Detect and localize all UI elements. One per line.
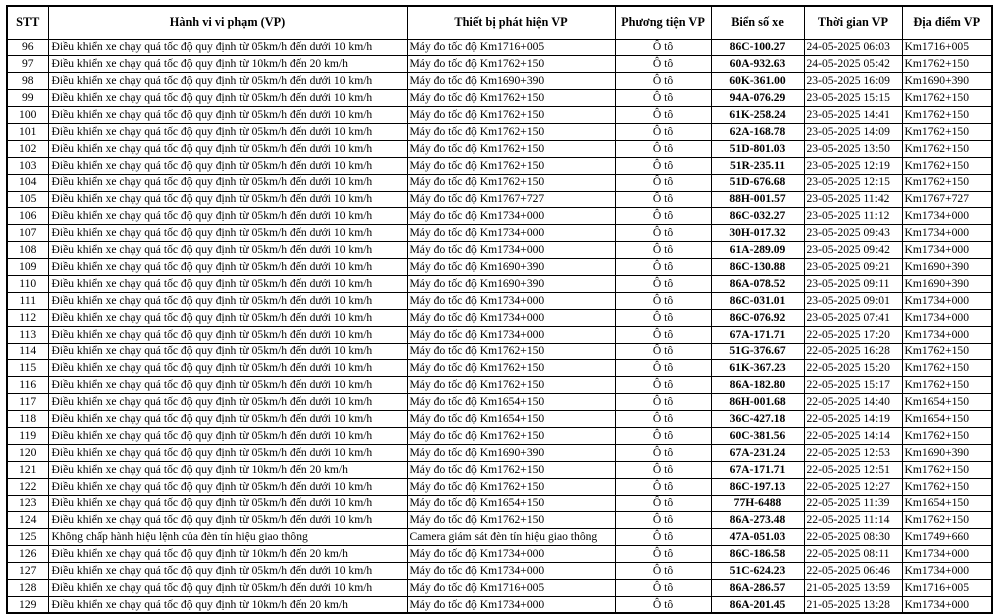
stt-cell: 101: [7, 123, 48, 140]
vehicle-cell: Ô tô: [615, 292, 711, 309]
behavior-cell: Điều khiển xe chạy quá tốc độ quy định từ 05km/h đến dưới 10 km/h: [48, 123, 407, 140]
plate-cell: 47A-051.03: [711, 529, 804, 546]
vehicle-cell: Ô tô: [615, 140, 711, 157]
device-cell: Máy đo tốc độ Km1762+150: [407, 56, 615, 73]
stt-cell: 112: [7, 309, 48, 326]
stt-cell: 125: [7, 529, 48, 546]
vehicle-cell: Ô tô: [615, 174, 711, 191]
device-cell: Máy đo tốc độ Km1690+390: [407, 275, 615, 292]
time-cell: 22-05-2025 12:27: [804, 478, 902, 495]
location-cell: Km1767+727: [902, 191, 992, 208]
time-cell: 24-05-2025 05:42: [804, 56, 902, 73]
behavior-cell: Điều khiển xe chạy quá tốc độ quy định từ 05km/h đến dưới 10 km/h: [48, 39, 407, 56]
location-cell: Km1762+150: [902, 174, 992, 191]
stt-cell: 107: [7, 225, 48, 242]
location-cell: Km1762+150: [902, 140, 992, 157]
time-cell: 23-05-2025 14:09: [804, 123, 902, 140]
stt-cell: 122: [7, 478, 48, 495]
stt-cell: 119: [7, 427, 48, 444]
behavior-cell: Điều khiển xe chạy quá tốc độ quy định từ 05km/h đến dưới 10 km/h: [48, 478, 407, 495]
vehicle-cell: Ô tô: [615, 39, 711, 56]
vehicle-cell: Ô tô: [615, 596, 711, 613]
behavior-cell: Điều khiển xe chạy quá tốc độ quy định từ 05km/h đến dưới 10 km/h: [48, 191, 407, 208]
table-row: [7, 495, 992, 512]
location-cell: Km1734+000: [902, 546, 992, 563]
vehicle-cell: Ô tô: [615, 73, 711, 90]
time-cell: 22-05-2025 17:20: [804, 326, 902, 343]
plate-cell: 61A-289.09: [711, 242, 804, 259]
location-cell: Km1734+000: [902, 208, 992, 225]
vehicle-cell: Ô tô: [615, 259, 711, 276]
plate-cell: 36C-427.18: [711, 411, 804, 428]
table-row: [7, 360, 992, 377]
stt-cell: 103: [7, 157, 48, 174]
stt-cell: 98: [7, 73, 48, 90]
vehicle-cell: Ô tô: [615, 208, 711, 225]
location-cell: Km1762+150: [902, 56, 992, 73]
time-cell: 21-05-2025 13:59: [804, 580, 902, 597]
device-cell: Máy đo tốc độ Km1654+150: [407, 394, 615, 411]
table-row: [7, 123, 992, 140]
vehicle-cell: Ô tô: [615, 427, 711, 444]
vehicle-cell: Ô tô: [615, 107, 711, 124]
table-row: [7, 343, 992, 360]
device-cell: Máy đo tốc độ Km1762+150: [407, 140, 615, 157]
device-cell: Máy đo tốc độ Km1762+150: [407, 427, 615, 444]
stt-cell: 129: [7, 596, 48, 613]
location-cell: Km1762+150: [902, 90, 992, 107]
time-cell: 23-05-2025 09:21: [804, 259, 902, 276]
time-cell: 22-05-2025 16:28: [804, 343, 902, 360]
time-cell: 23-05-2025 15:15: [804, 90, 902, 107]
table-row: [7, 157, 992, 174]
location-cell: Km1734+000: [902, 563, 992, 580]
table-row: [7, 191, 992, 208]
table-row: [7, 225, 992, 242]
table-row: [7, 580, 992, 597]
stt-cell: 111: [7, 292, 48, 309]
table-row: [7, 411, 992, 428]
stt-cell: 116: [7, 377, 48, 394]
vehicle-cell: Ô tô: [615, 275, 711, 292]
device-cell: Máy đo tốc độ Km1734+000: [407, 596, 615, 613]
stt-cell: 120: [7, 444, 48, 461]
time-cell: 22-05-2025 11:14: [804, 512, 902, 529]
behavior-cell: Điều khiển xe chạy quá tốc độ quy định từ 10km/h đến 20 km/h: [48, 56, 407, 73]
behavior-cell: Điều khiển xe chạy quá tốc độ quy định từ 05km/h đến dưới 10 km/h: [48, 343, 407, 360]
location-cell: Km1734+000: [902, 309, 992, 326]
time-cell: 23-05-2025 09:11: [804, 275, 902, 292]
stt-cell: 100: [7, 107, 48, 124]
vehicle-cell: Ô tô: [615, 343, 711, 360]
behavior-cell: Điều khiển xe chạy quá tốc độ quy định từ 05km/h đến dưới 10 km/h: [48, 394, 407, 411]
device-cell: Máy đo tốc độ Km1762+150: [407, 377, 615, 394]
column-header-time: Thời gian VP: [804, 6, 902, 39]
time-cell: 23-05-2025 07:41: [804, 309, 902, 326]
behavior-cell: Điều khiển xe chạy quá tốc độ quy định từ 10km/h đến 20 km/h: [48, 461, 407, 478]
stt-cell: 124: [7, 512, 48, 529]
vehicle-cell: Ô tô: [615, 461, 711, 478]
stt-cell: 121: [7, 461, 48, 478]
table-row: [7, 563, 992, 580]
plate-cell: 67A-231.24: [711, 444, 804, 461]
location-cell: Km1734+000: [902, 225, 992, 242]
vehicle-cell: Ô tô: [615, 123, 711, 140]
vehicle-cell: Ô tô: [615, 242, 711, 259]
plate-cell: 86C-197.13: [711, 478, 804, 495]
location-cell: Km1654+150: [902, 495, 992, 512]
device-cell: Máy đo tốc độ Km1654+150: [407, 495, 615, 512]
table-row: [7, 73, 992, 90]
location-cell: Km1734+000: [902, 326, 992, 343]
behavior-cell: Điều khiển xe chạy quá tốc độ quy định từ 05km/h đến dưới 10 km/h: [48, 580, 407, 597]
vehicle-cell: Ô tô: [615, 495, 711, 512]
behavior-cell: Điều khiển xe chạy quá tốc độ quy định từ 05km/h đến dưới 10 km/h: [48, 174, 407, 191]
device-cell: Máy đo tốc độ Km1734+000: [407, 242, 615, 259]
time-cell: 22-05-2025 15:17: [804, 377, 902, 394]
location-cell: Km1762+150: [902, 427, 992, 444]
stt-cell: 106: [7, 208, 48, 225]
behavior-cell: Điều khiển xe chạy quá tốc độ quy định từ 05km/h đến dưới 10 km/h: [48, 90, 407, 107]
behavior-cell: Điều khiển xe chạy quá tốc độ quy định từ 05km/h đến dưới 10 km/h: [48, 292, 407, 309]
time-cell: 23-05-2025 11:42: [804, 191, 902, 208]
plate-cell: 61K-258.24: [711, 107, 804, 124]
location-cell: Km1690+390: [902, 73, 992, 90]
vehicle-cell: Ô tô: [615, 157, 711, 174]
behavior-cell: Điều khiển xe chạy quá tốc độ quy định từ 05km/h đến dưới 10 km/h: [48, 107, 407, 124]
behavior-cell: Không chấp hành hiệu lệnh của đèn tín hiệu giao thông: [48, 529, 407, 546]
table-row: [7, 56, 992, 73]
behavior-cell: Điều khiển xe chạy quá tốc độ quy định từ 05km/h đến dưới 10 km/h: [48, 140, 407, 157]
table-row: [7, 309, 992, 326]
column-header-location: Địa điểm VP: [902, 6, 992, 39]
plate-cell: 86C-031.01: [711, 292, 804, 309]
stt-cell: 108: [7, 242, 48, 259]
location-cell: Km1762+150: [902, 478, 992, 495]
behavior-cell: Điều khiển xe chạy quá tốc độ quy định từ 10km/h đến 20 km/h: [48, 546, 407, 563]
plate-cell: 86C-076.92: [711, 309, 804, 326]
plate-cell: 94A-076.29: [711, 90, 804, 107]
plate-cell: 30H-017.32: [711, 225, 804, 242]
time-cell: 22-05-2025 15:20: [804, 360, 902, 377]
table-row: [7, 512, 992, 529]
behavior-cell: Điều khiển xe chạy quá tốc độ quy định từ 05km/h đến dưới 10 km/h: [48, 495, 407, 512]
vehicle-cell: Ô tô: [615, 512, 711, 529]
plate-cell: 67A-171.71: [711, 326, 804, 343]
stt-cell: 97: [7, 56, 48, 73]
behavior-cell: Điều khiển xe chạy quá tốc độ quy định từ 05km/h đến dưới 10 km/h: [48, 411, 407, 428]
vehicle-cell: Ô tô: [615, 546, 711, 563]
column-header-behavior: Hành vi vi phạm (VP): [48, 6, 407, 39]
table-row: [7, 444, 992, 461]
table-row: [7, 275, 992, 292]
column-header-device: Thiết bị phát hiện VP: [407, 6, 615, 39]
location-cell: Km1716+005: [902, 580, 992, 597]
plate-cell: 60A-932.63: [711, 56, 804, 73]
device-cell: Máy đo tốc độ Km1654+150: [407, 411, 615, 428]
vehicle-cell: Ô tô: [615, 360, 711, 377]
plate-cell: 51D-801.03: [711, 140, 804, 157]
location-cell: Km1762+150: [902, 512, 992, 529]
time-cell: 23-05-2025 09:42: [804, 242, 902, 259]
stt-cell: 105: [7, 191, 48, 208]
device-cell: Máy đo tốc độ Km1762+150: [407, 360, 615, 377]
time-cell: 23-05-2025 12:15: [804, 174, 902, 191]
stt-cell: 118: [7, 411, 48, 428]
device-cell: Camera giám sát đèn tín hiệu giao thông: [407, 529, 615, 546]
plate-cell: 86A-078.52: [711, 275, 804, 292]
time-cell: 22-05-2025 14:40: [804, 394, 902, 411]
location-cell: Km1716+005: [902, 39, 992, 56]
location-cell: Km1734+000: [902, 596, 992, 613]
stt-cell: 123: [7, 495, 48, 512]
plate-cell: 86A-273.48: [711, 512, 804, 529]
time-cell: 23-05-2025 16:09: [804, 73, 902, 90]
plate-cell: 51G-376.67: [711, 343, 804, 360]
plate-cell: 86C-130.88: [711, 259, 804, 276]
plate-cell: 62A-168.78: [711, 123, 804, 140]
behavior-cell: Điều khiển xe chạy quá tốc độ quy định từ 05km/h đến dưới 10 km/h: [48, 427, 407, 444]
stt-cell: 128: [7, 580, 48, 597]
table-row: [7, 107, 992, 124]
table-row: [7, 596, 992, 613]
location-cell: Km1654+150: [902, 394, 992, 411]
device-cell: Máy đo tốc độ Km1762+150: [407, 512, 615, 529]
device-cell: Máy đo tốc độ Km1762+150: [407, 174, 615, 191]
location-cell: Km1762+150: [902, 360, 992, 377]
time-cell: 24-05-2025 06:03: [804, 39, 902, 56]
stt-cell: 126: [7, 546, 48, 563]
vehicle-cell: Ô tô: [615, 191, 711, 208]
plate-cell: 77H-6488: [711, 495, 804, 512]
vehicle-cell: Ô tô: [615, 580, 711, 597]
stt-cell: 104: [7, 174, 48, 191]
location-cell: Km1762+150: [902, 157, 992, 174]
table-row: [7, 394, 992, 411]
vehicle-cell: Ô tô: [615, 309, 711, 326]
behavior-cell: Điều khiển xe chạy quá tốc độ quy định từ 05km/h đến dưới 10 km/h: [48, 157, 407, 174]
table-row: [7, 39, 992, 56]
time-cell: 22-05-2025 06:46: [804, 563, 902, 580]
time-cell: 22-05-2025 08:11: [804, 546, 902, 563]
device-cell: Máy đo tốc độ Km1762+150: [407, 90, 615, 107]
device-cell: Máy đo tốc độ Km1716+005: [407, 580, 615, 597]
stt-cell: 127: [7, 563, 48, 580]
vehicle-cell: Ô tô: [615, 563, 711, 580]
location-cell: Km1734+000: [902, 242, 992, 259]
table-header-row: [7, 6, 992, 39]
time-cell: 23-05-2025 11:12: [804, 208, 902, 225]
vehicle-cell: Ô tô: [615, 394, 711, 411]
time-cell: 22-05-2025 14:14: [804, 427, 902, 444]
time-cell: 22-05-2025 12:53: [804, 444, 902, 461]
plate-cell: 60K-361.00: [711, 73, 804, 90]
plate-cell: 51R-235.11: [711, 157, 804, 174]
location-cell: Km1762+150: [902, 461, 992, 478]
location-cell: Km1734+000: [902, 292, 992, 309]
stt-cell: 114: [7, 343, 48, 360]
time-cell: 23-05-2025 14:41: [804, 107, 902, 124]
location-cell: Km1690+390: [902, 444, 992, 461]
stt-cell: 99: [7, 90, 48, 107]
device-cell: Máy đo tốc độ Km1734+000: [407, 326, 615, 343]
location-cell: Km1762+150: [902, 377, 992, 394]
behavior-cell: Điều khiển xe chạy quá tốc độ quy định từ 05km/h đến dưới 10 km/h: [48, 225, 407, 242]
behavior-cell: Điều khiển xe chạy quá tốc độ quy định từ 05km/h đến dưới 10 km/h: [48, 377, 407, 394]
vehicle-cell: Ô tô: [615, 90, 711, 107]
time-cell: 22-05-2025 14:19: [804, 411, 902, 428]
plate-cell: 86H-001.68: [711, 394, 804, 411]
vehicle-cell: Ô tô: [615, 377, 711, 394]
device-cell: Máy đo tốc độ Km1734+000: [407, 563, 615, 580]
table-row: [7, 242, 992, 259]
vehicle-cell: Ô tô: [615, 225, 711, 242]
plate-cell: 60C-381.56: [711, 427, 804, 444]
device-cell: Máy đo tốc độ Km1762+150: [407, 343, 615, 360]
stt-cell: 115: [7, 360, 48, 377]
table-row: [7, 546, 992, 563]
time-cell: 23-05-2025 09:01: [804, 292, 902, 309]
time-cell: 23-05-2025 13:50: [804, 140, 902, 157]
stt-cell: 96: [7, 39, 48, 56]
behavior-cell: Điều khiển xe chạy quá tốc độ quy định từ 05km/h đến dưới 10 km/h: [48, 208, 407, 225]
time-cell: 22-05-2025 11:39: [804, 495, 902, 512]
stt-cell: 102: [7, 140, 48, 157]
time-cell: 21-05-2025 13:28: [804, 596, 902, 613]
device-cell: Máy đo tốc độ Km1762+150: [407, 123, 615, 140]
column-header-plate: Biển số xe: [711, 6, 804, 39]
location-cell: Km1762+150: [902, 123, 992, 140]
table-row: [7, 377, 992, 394]
location-cell: Km1749+660: [902, 529, 992, 546]
vehicle-cell: Ô tô: [615, 326, 711, 343]
device-cell: Máy đo tốc độ Km1762+150: [407, 107, 615, 124]
location-cell: Km1690+390: [902, 259, 992, 276]
location-cell: Km1762+150: [902, 343, 992, 360]
behavior-cell: Điều khiển xe chạy quá tốc độ quy định từ 05km/h đến dưới 10 km/h: [48, 512, 407, 529]
table-row: [7, 461, 992, 478]
table-row: [7, 529, 992, 546]
stt-cell: 113: [7, 326, 48, 343]
device-cell: Máy đo tốc độ Km1690+390: [407, 73, 615, 90]
device-cell: Máy đo tốc độ Km1734+000: [407, 309, 615, 326]
location-cell: Km1762+150: [902, 107, 992, 124]
time-cell: 22-05-2025 08:30: [804, 529, 902, 546]
plate-cell: 86C-032.27: [711, 208, 804, 225]
behavior-cell: Điều khiển xe chạy quá tốc độ quy định từ 05km/h đến dưới 10 km/h: [48, 360, 407, 377]
table-row: [7, 326, 992, 343]
device-cell: Máy đo tốc độ Km1734+000: [407, 546, 615, 563]
device-cell: Máy đo tốc độ Km1690+390: [407, 444, 615, 461]
table-row: [7, 259, 992, 276]
stt-cell: 110: [7, 275, 48, 292]
column-header-stt: STT: [7, 6, 48, 39]
behavior-cell: Điều khiển xe chạy quá tốc độ quy định từ 05km/h đến dưới 10 km/h: [48, 326, 407, 343]
device-cell: Máy đo tốc độ Km1762+150: [407, 478, 615, 495]
time-cell: 22-05-2025 12:51: [804, 461, 902, 478]
vehicle-cell: Ô tô: [615, 56, 711, 73]
plate-cell: 86A-201.45: [711, 596, 804, 613]
violations-table-body: [7, 39, 992, 613]
device-cell: Máy đo tốc độ Km1734+000: [407, 208, 615, 225]
plate-cell: 61K-367.23: [711, 360, 804, 377]
table-row: [7, 208, 992, 225]
behavior-cell: Điều khiển xe chạy quá tốc độ quy định từ 05km/h đến dưới 10 km/h: [48, 73, 407, 90]
device-cell: Máy đo tốc độ Km1716+005: [407, 39, 615, 56]
behavior-cell: Điều khiển xe chạy quá tốc độ quy định từ 05km/h đến dưới 10 km/h: [48, 275, 407, 292]
behavior-cell: Điều khiển xe chạy quá tốc độ quy định từ 05km/h đến dưới 10 km/h: [48, 259, 407, 276]
location-cell: Km1654+150: [902, 411, 992, 428]
violations-table: [6, 5, 993, 614]
table-row: [7, 292, 992, 309]
behavior-cell: Điều khiển xe chạy quá tốc độ quy định từ 05km/h đến dưới 10 km/h: [48, 309, 407, 326]
device-cell: Máy đo tốc độ Km1734+000: [407, 225, 615, 242]
column-header-vehicle: Phương tiện VP: [615, 6, 711, 39]
table-row: [7, 427, 992, 444]
device-cell: Máy đo tốc độ Km1762+150: [407, 461, 615, 478]
device-cell: Máy đo tốc độ Km1734+000: [407, 292, 615, 309]
stt-cell: 117: [7, 394, 48, 411]
behavior-cell: Điều khiển xe chạy quá tốc độ quy định từ 10km/h đến 20 km/h: [48, 596, 407, 613]
table-row: [7, 140, 992, 157]
plate-cell: 86A-182.80: [711, 377, 804, 394]
behavior-cell: Điều khiển xe chạy quá tốc độ quy định từ 05km/h đến dưới 10 km/h: [48, 563, 407, 580]
table-row: [7, 478, 992, 495]
behavior-cell: Điều khiển xe chạy quá tốc độ quy định từ 05km/h đến dưới 10 km/h: [48, 242, 407, 259]
stt-cell: 109: [7, 259, 48, 276]
time-cell: 23-05-2025 12:19: [804, 157, 902, 174]
location-cell: Km1690+390: [902, 275, 992, 292]
device-cell: Máy đo tốc độ Km1767+727: [407, 191, 615, 208]
plate-cell: 51C-624.23: [711, 563, 804, 580]
vehicle-cell: Ô tô: [615, 444, 711, 461]
plate-cell: 86A-286.57: [711, 580, 804, 597]
plate-cell: 86C-100.27: [711, 39, 804, 56]
time-cell: 23-05-2025 09:43: [804, 225, 902, 242]
device-cell: Máy đo tốc độ Km1690+390: [407, 259, 615, 276]
device-cell: Máy đo tốc độ Km1762+150: [407, 157, 615, 174]
plate-cell: 67A-171.71: [711, 461, 804, 478]
plate-cell: 86C-186.58: [711, 546, 804, 563]
vehicle-cell: Ô tô: [615, 529, 711, 546]
table-row: [7, 90, 992, 107]
plate-cell: 88H-001.57: [711, 191, 804, 208]
vehicle-cell: Ô tô: [615, 478, 711, 495]
vehicle-cell: Ô tô: [615, 411, 711, 428]
behavior-cell: Điều khiển xe chạy quá tốc độ quy định từ 05km/h đến dưới 10 km/h: [48, 444, 407, 461]
table-row: [7, 174, 992, 191]
plate-cell: 51D-676.68: [711, 174, 804, 191]
